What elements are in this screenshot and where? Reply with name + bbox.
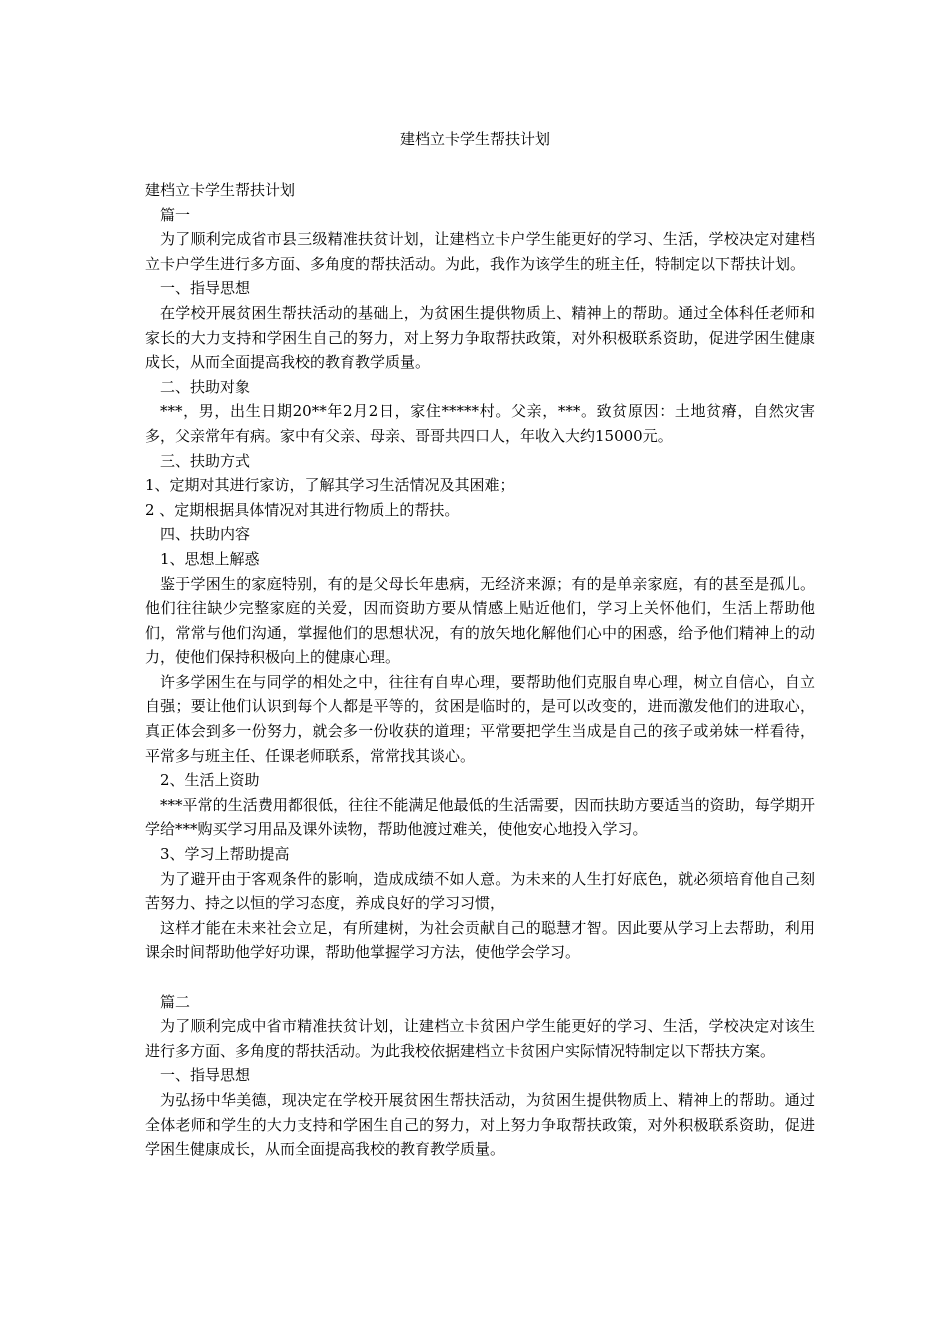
- part2-label: 篇二: [160, 992, 191, 1011]
- part2-intro: 为了顺利完成中省市精准扶贫计划，让建档立卡贫困户学生能更好的学习、生活，学校决定对该生进行多方面、多角度的帮扶活动。为此我校依据建档立卡贫困户实际情况特制定以下帮扶方案。: [145, 1017, 815, 1060]
- page-title: 建档立卡学生帮扶计划: [399, 130, 550, 148]
- part1-section3-heading: 三、扶助方式: [160, 451, 251, 470]
- part2-section1-heading: 一、指导思想: [160, 1066, 251, 1085]
- document-body: [145, 178, 815, 1162]
- part1-section3-item1: 1、定期对其进行家访，了解其学习生活情况及其困难；: [145, 476, 515, 495]
- part-separator: [145, 965, 815, 990]
- part1-section4-3-paragraph2: 这样才能在未来社会立足，有所建树，为社会贡献自己的聪慧才智。因此要从学习上去帮助，利用课余时间帮助他学好功课，帮助他掌握学习方法，使他学会学习。: [145, 918, 815, 962]
- part1-section4-heading: 四、扶助内容: [160, 525, 251, 544]
- part1-section3-item2: 2 、定期根据具体情况对其进行物质上的帮扶。: [145, 500, 460, 519]
- part1-section4-2-paragraph1: ***平常的生活费用都很低，往往不能满足他最低的生活需要，因而扶助方要适当的资助，每学期开学给***购买学习用品及课外读物，帮助他渡过难关，使他安心地投入学习。: [145, 795, 815, 839]
- part1-section1-heading: 一、指导思想: [160, 279, 251, 298]
- part1-section2-heading: 二、扶助对象: [160, 377, 251, 396]
- part1-section4-1-paragraph1: 鉴于学困生的家庭特别，有的是父母长年患病，无经济来源；有的是单亲家庭，有的甚至是孤儿。他们往往缺少完整家庭的关爱，因而资助方要从情感上贴近他们，学习上关怀他们，生活上帮助他们，常常与他们沟通，掌握他们的思想状况，有的放矢地化解他们心中的困惑，给予他们精神上的动力，使他们保持积极向上的健康心理。: [145, 574, 815, 667]
- part1-intro: 为了顺利完成省市县三级精准扶贫计划，让建档立卡户学生能更好的学习、生活，学校决定对建档立卡户学生进行多方面、多角度的帮扶活动。为此，我作为该学生的班主任，特制定以下帮扶计划。: [145, 230, 815, 273]
- part1-section4-1-heading: 1、思想上解惑: [160, 549, 260, 568]
- part1-section2-text: ***，男，出生日期20**年2月2日，家住*****村。父亲，***。致贫原因：土地贫瘠，自然灾害多，父亲常年有病。家中有父亲、母亲、哥哥共四口人，年收入大约15000元。: [145, 402, 815, 445]
- part1-section4-3-paragraph1: 为了避开由于客观条件的影响，造成成绩不如人意。为未来的人生打好底色，就必须培育他自己刻苦努力、持之以恒的学习态度，养成良好的学习习惯，: [145, 869, 815, 913]
- part1-label: 篇一: [160, 205, 191, 224]
- part1-section4-1-paragraph2: 许多学困生在与同学的相处之中，往往有自卑心理，要帮助他们克服自卑心理，树立自信心，自立自强；要让他们认识到每个人都是平等的，贫困是临时的，是可以改变的，进而激发他们的进取心，真正体会到多一份努力，就会多一份收获的道理；平常要把学生当成是自己的孩子或弟妹一样看待，平常多与班主任、任课老师联系，常常找其谈心。: [145, 672, 815, 765]
- part1-section1-text: 在学校开展贫困生帮扶活动的基础上，为贫困生提供物质上、精神上的帮助。通过全体科任老师和家长的大力支持和学困生自己的努力，对上努力争取帮扶政策，对外积极联系资助，促进学困生健康成长，从而全面提高我校的教育教学质量。: [145, 303, 815, 372]
- part1-section4-2-heading: 2、生活上资助: [160, 771, 260, 790]
- part2-section1-text: 为弘扬中华美德，现决定在学校开展贫困生帮扶活动，为贫困生提供物质上、精神上的帮助。通过全体老师和学生的大力支持和学困生自己的努力，对上努力争取帮扶政策，对外积极联系资助，促进学困生健康成长，从而全面提高我校的教育教学质量。: [145, 1090, 815, 1159]
- part1-section4-3-heading: 3、学习上帮助提高: [160, 845, 290, 864]
- subtitle: 建档立卡学生帮扶计划: [145, 181, 296, 199]
